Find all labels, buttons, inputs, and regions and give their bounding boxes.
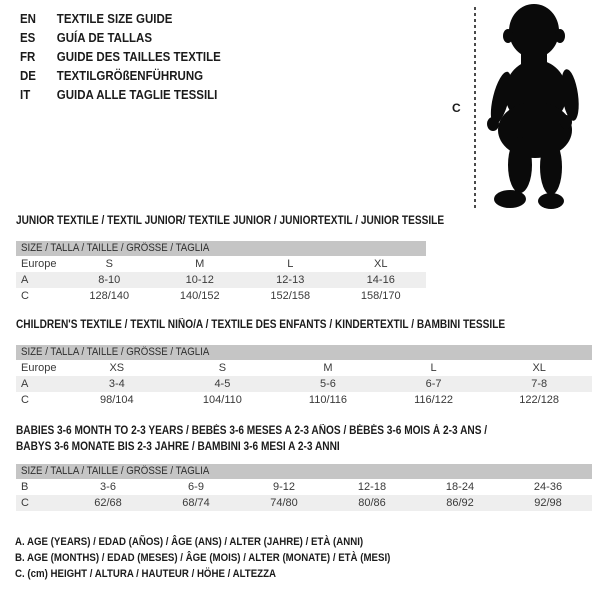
language-label: TEXTILGRÖßENFÜHRUNG bbox=[56, 69, 204, 83]
table-row bbox=[16, 256, 426, 272]
table-cell: 6-7 bbox=[425, 378, 442, 390]
table-cell: 3-4 bbox=[108, 378, 125, 390]
table-cell: 4-5 bbox=[214, 378, 231, 390]
table-cell: 9-12 bbox=[272, 481, 296, 493]
table-cell: 24-36 bbox=[533, 481, 563, 493]
table-row bbox=[16, 288, 426, 304]
height-measure-label: C bbox=[452, 101, 461, 115]
language-label: GUÍA DE TALLAS bbox=[56, 31, 152, 45]
table-cell: 122/128 bbox=[519, 394, 560, 406]
section-title bbox=[16, 424, 592, 438]
table-row bbox=[16, 376, 592, 392]
legend-line bbox=[15, 566, 442, 582]
table-cell: 5-6 bbox=[320, 378, 336, 390]
table-cell: 6-9 bbox=[188, 481, 204, 493]
table-cell: 14-16 bbox=[366, 274, 395, 286]
table-cell: 10-12 bbox=[185, 274, 214, 286]
legend-line-text: C. (cm) HEIGHT / ALTURA / HAUTEUR / HÖHE / ALTEZZA bbox=[15, 568, 277, 580]
language-code: DE bbox=[20, 69, 36, 83]
table-cell: 116/122 bbox=[414, 394, 454, 406]
table-cell: 140/152 bbox=[179, 290, 220, 302]
language-row bbox=[20, 29, 221, 48]
table-cell: L bbox=[430, 362, 437, 374]
table-cell: 62/68 bbox=[94, 497, 122, 509]
table-cell: 158/170 bbox=[360, 290, 401, 302]
row-label: C bbox=[21, 497, 29, 509]
size-table bbox=[16, 360, 592, 408]
table-cell: S bbox=[218, 362, 227, 374]
section-title bbox=[16, 214, 445, 228]
table-cell: 110/116 bbox=[308, 394, 348, 406]
table-cell: 8-10 bbox=[98, 274, 121, 286]
table-cell: 12-18 bbox=[357, 481, 387, 493]
table-cell: XL bbox=[374, 258, 388, 270]
legend-line bbox=[15, 550, 442, 566]
table-cell: L bbox=[287, 258, 294, 270]
row-label: A bbox=[21, 274, 29, 286]
table-row bbox=[16, 495, 592, 511]
table-row bbox=[16, 392, 592, 408]
section-childrens-textile bbox=[16, 318, 592, 408]
size-header-text: SIZE / TALLA / TAILLE / GRÖSSE / TAGLIA bbox=[21, 242, 210, 254]
table-cell: 80/86 bbox=[358, 497, 386, 509]
table-cell: 3-6 bbox=[100, 481, 116, 493]
language-row bbox=[20, 86, 221, 105]
section-title bbox=[16, 318, 592, 332]
size-header-bar bbox=[16, 345, 592, 360]
measurement-legend bbox=[15, 534, 442, 582]
table-cell: 92/98 bbox=[534, 497, 562, 509]
table-cell: 68/74 bbox=[182, 497, 210, 509]
baby-silhouette-icon bbox=[482, 3, 586, 210]
row-label: C bbox=[21, 394, 29, 406]
table-cell: XL bbox=[532, 362, 546, 374]
size-table bbox=[16, 256, 426, 304]
language-code: IT bbox=[20, 88, 31, 102]
table-cell: M bbox=[323, 362, 333, 374]
height-measure-dotted-line bbox=[474, 7, 476, 209]
row-label: A bbox=[21, 378, 29, 390]
language-row bbox=[20, 10, 221, 29]
section-title-text: JUNIOR TEXTILE / TEXTIL JUNIOR/ TEXTILE JUNIOR / JUNIORTEXTIL / JUNIOR TESSILE bbox=[16, 215, 445, 227]
table-cell: 128/140 bbox=[89, 290, 130, 302]
table-cell: S bbox=[105, 258, 113, 270]
table-cell: XS bbox=[109, 362, 125, 374]
section-title-line2 bbox=[16, 440, 592, 454]
row-label: Europe bbox=[21, 258, 57, 270]
section-title-text: BABYS 3-6 MONATE BIS 2-3 JAHRE / BAMBINI 3-6 MESI A 2-3 ANNI bbox=[16, 441, 340, 453]
size-header-bar bbox=[16, 464, 592, 479]
table-cell: 7-8 bbox=[531, 378, 548, 390]
language-label: TEXTILE SIZE GUIDE bbox=[56, 12, 173, 26]
table-cell: 12-13 bbox=[276, 274, 305, 286]
section-junior-textile bbox=[16, 214, 445, 304]
table-cell: 18-24 bbox=[445, 481, 475, 493]
row-label: Europe bbox=[21, 362, 57, 374]
table-row bbox=[16, 272, 426, 288]
table-row bbox=[16, 360, 592, 376]
language-code: ES bbox=[20, 31, 36, 45]
table-row bbox=[16, 479, 592, 495]
size-header-bar bbox=[16, 241, 426, 256]
size-header-text: SIZE / TALLA / TAILLE / GRÖSSE / TAGLIA bbox=[21, 465, 210, 477]
language-label: GUIDA ALLE TAGLIE TESSILI bbox=[56, 88, 218, 102]
table-cell: 98/104 bbox=[99, 394, 134, 406]
language-label: GUIDE DES TAILLES TEXTILE bbox=[56, 50, 221, 64]
section-title-text: BABIES 3-6 MONTH TO 2-3 YEARS / BEBÉS 3-6 MESES A 2-3 AÑOS / BÉBÉS 3-6 MOIS À 2-3 ANS / bbox=[16, 425, 488, 437]
legend-line bbox=[15, 534, 442, 550]
table-cell: 152/158 bbox=[270, 290, 311, 302]
legend-line-text: A. AGE (YEARS) / EDAD (AÑOS) / ÂGE (ANS) / ALTER (JAHRE) / ETÀ (ANNI) bbox=[15, 536, 364, 548]
language-code: FR bbox=[20, 50, 36, 64]
section-babies-textile bbox=[16, 424, 592, 511]
language-list bbox=[20, 10, 221, 105]
section-title-text: CHILDREN'S TEXTILE / TEXTIL NIÑO/A / TEXTILE DES ENFANTS / KINDERTEXTIL / BAMBINI TESSILE bbox=[16, 319, 506, 331]
language-row bbox=[20, 67, 221, 86]
table-cell: 104/110 bbox=[202, 394, 242, 406]
row-label: B bbox=[21, 481, 29, 493]
size-header-text: SIZE / TALLA / TAILLE / GRÖSSE / TAGLIA bbox=[21, 346, 210, 358]
language-row bbox=[20, 48, 221, 67]
legend-line-text: B. AGE (MONTHS) / EDAD (MESES) / ÂGE (MOIS) / ALTER (MONATE) / ETÀ (MESI) bbox=[15, 552, 391, 564]
table-cell: 74/80 bbox=[270, 497, 298, 509]
row-label: C bbox=[21, 290, 29, 302]
table-cell: M bbox=[195, 258, 205, 270]
language-code: EN bbox=[20, 12, 36, 26]
size-table bbox=[16, 479, 592, 511]
table-cell: 86/92 bbox=[446, 497, 474, 509]
